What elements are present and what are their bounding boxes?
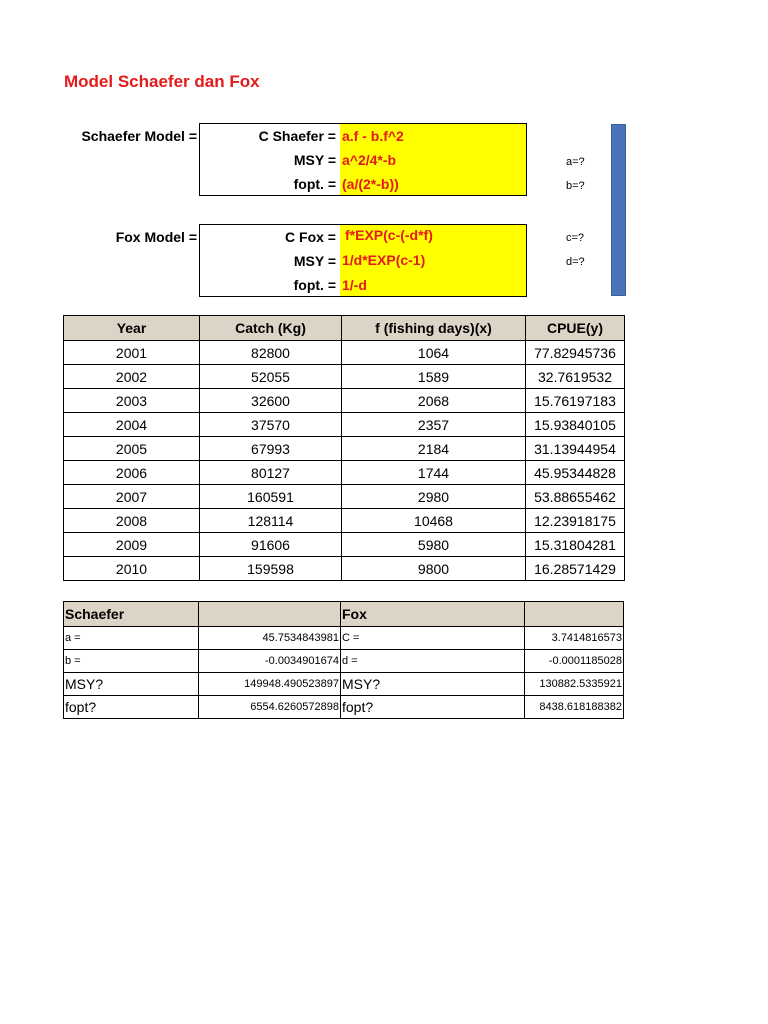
result-value: 3.7414816573	[525, 627, 624, 650]
result-value: 6554.6260572898	[199, 696, 341, 719]
results-row	[64, 627, 624, 650]
cell-fishing-days: 5980	[342, 533, 526, 557]
cell-catch: 91606	[200, 533, 342, 557]
result-key: a =	[64, 627, 199, 650]
schaefer-c-label: C Shaefer =	[258, 128, 336, 144]
cell-catch: 32600	[200, 389, 342, 413]
cell-fishing-days: 2980	[342, 485, 526, 509]
result-key: b =	[64, 650, 199, 673]
fox-msy-formula: 1/d*EXP(c-1)	[342, 252, 426, 268]
cell-catch: 67993	[200, 437, 342, 461]
result-key: MSY?	[64, 673, 199, 696]
header-year: Year	[64, 316, 200, 341]
result-key: MSY?	[341, 673, 525, 696]
result-key: fopt?	[341, 696, 525, 719]
cell-catch: 37570	[200, 413, 342, 437]
cell-fishing-days: 1744	[342, 461, 526, 485]
cell-cpue: 31.13944954	[526, 437, 625, 461]
table-row	[64, 461, 625, 485]
fox-c-label: C Fox =	[285, 229, 336, 245]
header-cpue: CPUE(y)	[526, 316, 625, 341]
header-fishing-days: f (fishing days)(x)	[342, 316, 526, 341]
result-value: -0.0034901674	[199, 650, 341, 673]
blue-shape	[611, 124, 626, 296]
cell-catch: 52055	[200, 365, 342, 389]
cell-catch: 82800	[200, 341, 342, 365]
result-value: 130882.5335921	[525, 673, 624, 696]
cell-cpue: 53.88655462	[526, 485, 625, 509]
cell-year: 2009	[64, 533, 200, 557]
cell-catch: 128114	[200, 509, 342, 533]
schaefer-fopt-label: fopt. =	[293, 176, 336, 192]
cell-year: 2010	[64, 557, 200, 581]
schaefer-msy-label: MSY =	[293, 152, 336, 168]
cell-fishing-days: 2184	[342, 437, 526, 461]
cell-year: 2002	[64, 365, 200, 389]
table-row	[64, 389, 625, 413]
cell-cpue: 15.93840105	[526, 413, 625, 437]
cell-catch: 159598	[200, 557, 342, 581]
page-title: Model Schaefer dan Fox	[64, 72, 260, 91]
table-row	[64, 341, 625, 365]
table-row	[64, 413, 625, 437]
fox-fopt-label: fopt. =	[293, 277, 336, 293]
cell-fishing-days: 9800	[342, 557, 526, 581]
cell-fishing-days: 1064	[342, 341, 526, 365]
table-header-row	[64, 316, 625, 341]
cell-year: 2004	[64, 413, 200, 437]
results-row	[64, 696, 624, 719]
cell-year: 2001	[64, 341, 200, 365]
table-row	[64, 509, 625, 533]
cell-cpue: 45.95344828	[526, 461, 625, 485]
result-key: C =	[341, 627, 525, 650]
results-header-row	[64, 602, 624, 627]
cell-year: 2003	[64, 389, 200, 413]
question-b: b=?	[566, 180, 585, 192]
result-value: -0.0001185028	[525, 650, 624, 673]
cell-fishing-days: 2068	[342, 389, 526, 413]
cell-cpue: 12.23918175	[526, 509, 625, 533]
cell-cpue: 16.28571429	[526, 557, 625, 581]
cell-cpue: 32.7619532	[526, 365, 625, 389]
cell-year: 2006	[64, 461, 200, 485]
header-catch: Catch (Kg)	[200, 316, 342, 341]
table-row	[64, 437, 625, 461]
cell-cpue: 15.76197183	[526, 389, 625, 413]
question-a: a=?	[566, 156, 585, 168]
cell-fishing-days: 10468	[342, 509, 526, 533]
result-key: fopt?	[64, 696, 199, 719]
cell-cpue: 15.31804281	[526, 533, 625, 557]
cell-year: 2005	[64, 437, 200, 461]
cell-cpue: 77.82945736	[526, 341, 625, 365]
question-d: d=?	[566, 256, 585, 268]
catch-data-table	[63, 315, 625, 581]
cell-catch: 160591	[200, 485, 342, 509]
cell-fishing-days: 1589	[342, 365, 526, 389]
schaefer-msy-formula: a^2/4*-b	[342, 152, 397, 168]
fox-header-blank	[525, 602, 624, 627]
cell-fishing-days: 2357	[342, 413, 526, 437]
table-row	[64, 365, 625, 389]
schaefer-header-blank	[199, 602, 341, 627]
results-table	[63, 601, 624, 719]
cell-year: 2007	[64, 485, 200, 509]
cell-catch: 80127	[200, 461, 342, 485]
fox-c-formula: f*EXP(c-(-d*f)	[345, 227, 433, 243]
fox-fopt-formula: 1/-d	[342, 277, 367, 293]
fox-msy-label: MSY =	[293, 253, 336, 269]
fox-header: Fox	[341, 602, 525, 627]
schaefer-c-formula: a.f - b.f^2	[342, 128, 404, 144]
fox-model-label: Fox Model =	[115, 229, 197, 245]
table-row	[64, 557, 625, 581]
schaefer-fopt-formula: (a/(2*-b))	[342, 176, 399, 192]
result-key: d =	[341, 650, 525, 673]
result-value: 149948.490523897	[199, 673, 341, 696]
result-value: 8438.618188382	[525, 696, 624, 719]
table-row	[64, 485, 625, 509]
cell-year: 2008	[64, 509, 200, 533]
results-row	[64, 673, 624, 696]
table-row	[64, 533, 625, 557]
schaefer-model-label: Schaefer Model =	[81, 128, 197, 144]
schaefer-header: Schaefer	[64, 602, 199, 627]
result-value: 45.7534843981	[199, 627, 341, 650]
question-c: c=?	[566, 232, 585, 244]
results-row	[64, 650, 624, 673]
